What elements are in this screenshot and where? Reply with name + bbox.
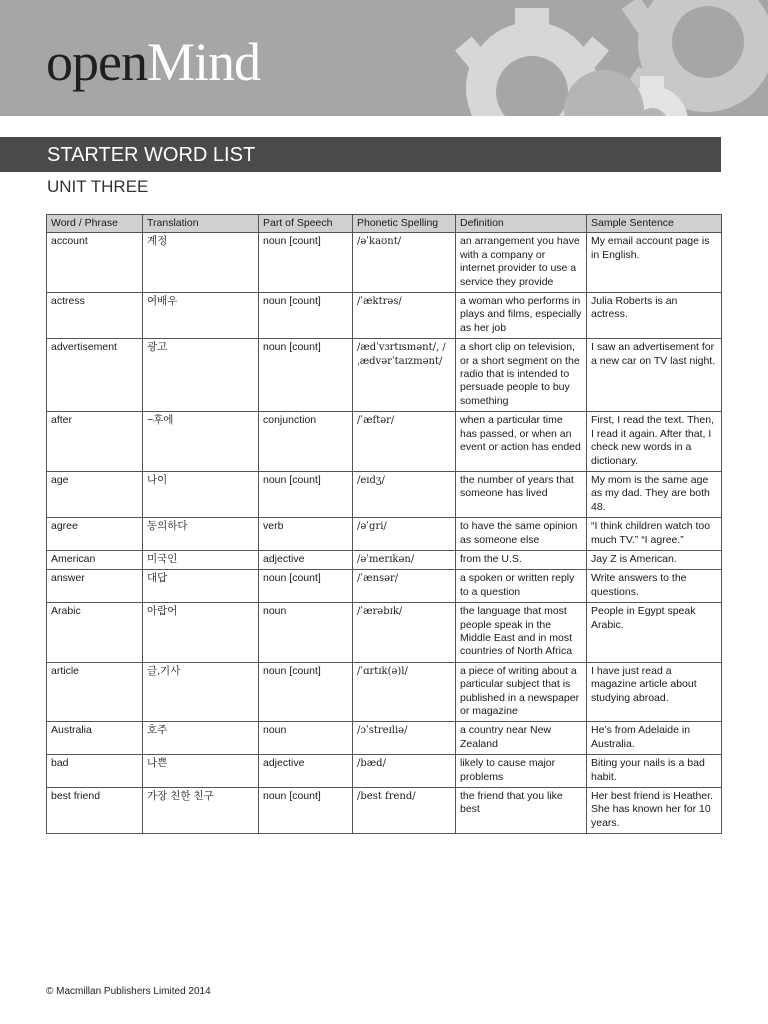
translation-cell: 동의하다 [143,518,259,551]
definition-cell: a short clip on television, or a short segment on the radio that is intended to persuade people to buy something [456,339,587,412]
translation-cell: 여배우 [143,293,259,339]
sample-sentence-cell: “I think children watch too much TV.” “I agree.” [587,518,722,551]
table-row [47,788,722,834]
word-cell: article [47,662,143,722]
translation-cell: 나이 [143,471,259,517]
sample-sentence-cell: Biting your nails is a bad habit. [587,755,722,788]
part-of-speech-cell: noun [count] [259,471,353,517]
part-of-speech-cell: adjective [259,755,353,788]
sample-sentence-cell: I have just read a magazine article about studying abroad. [587,662,722,722]
phonetic-cell: /ædˈvɜrtɪsmənt/, /ˌædvərˈtaɪzmənt/ [353,339,456,412]
phonetic-cell: /əˈkaʊnt/ [353,233,456,293]
word-cell: Australia [47,722,143,755]
translation-cell: 대답 [143,570,259,603]
column-header: Phonetic Spelling [353,215,456,233]
sample-sentence-cell: People in Egypt speak Arabic. [587,603,722,663]
translation-cell: 가장 친한 친구 [143,788,259,834]
definition-cell: a woman who performs in plays and films, especially as her job [456,293,587,339]
table-row [47,662,722,722]
phonetic-cell: /ˈæftər/ [353,412,456,472]
translation-cell: 글,기사 [143,662,259,722]
page-title: STARTER WORD LIST [47,144,256,166]
word-cell: best friend [47,788,143,834]
table-row [47,412,722,472]
table-row [47,518,722,551]
sample-sentence-cell: Jay Z is American. [587,550,722,569]
phonetic-cell: /əˈmerɪkən/ [353,550,456,569]
translation-cell: 계정 [143,233,259,293]
table-header-row [47,215,722,233]
sample-sentence-cell: He’s from Adelaide in Australia. [587,722,722,755]
translation-cell: ~후에 [143,412,259,472]
phonetic-cell: /ˈænsər/ [353,570,456,603]
table-row [47,293,722,339]
column-header: Part of Speech [259,215,353,233]
definition-cell: the number of years that someone has lived [456,471,587,517]
table-row [47,339,722,412]
word-cell: agree [47,518,143,551]
table-row [47,603,722,663]
word-cell: after [47,412,143,472]
part-of-speech-cell: noun [count] [259,233,353,293]
phonetic-cell: /best frend/ [353,788,456,834]
definition-cell: the language that most people speak in the Middle East and in most countries of North Africa [456,603,587,663]
phonetic-cell: /əˈgri/ [353,518,456,551]
logo-open-text: open [46,32,147,92]
part-of-speech-cell: noun [count] [259,788,353,834]
phonetic-cell: /ˈærəbɪk/ [353,603,456,663]
word-cell: account [47,233,143,293]
definition-cell: a piece of writing about a particular subject that is published in a newspaper or magazine [456,662,587,722]
word-cell: advertisement [47,339,143,412]
part-of-speech-cell: verb [259,518,353,551]
part-of-speech-cell: noun [count] [259,293,353,339]
sample-sentence-cell: Write answers to the questions. [587,570,722,603]
table-row [47,233,722,293]
part-of-speech-cell: noun [259,603,353,663]
translation-cell: 미국인 [143,550,259,569]
table-row [47,471,722,517]
phonetic-cell: /eɪdʒ/ [353,471,456,517]
part-of-speech-cell: noun [count] [259,662,353,722]
openmind-logo [46,30,260,94]
translation-cell: 호주 [143,722,259,755]
column-header: Sample Sentence [587,215,722,233]
definition-cell: likely to cause major problems [456,755,587,788]
table-row [47,570,722,603]
part-of-speech-cell: noun [259,722,353,755]
column-header: Word / Phrase [47,215,143,233]
title-bar [0,137,721,172]
definition-cell: to have the same opinion as someone else [456,518,587,551]
unit-subtitle: UNIT THREE [47,177,149,196]
part-of-speech-cell: noun [count] [259,339,353,412]
definition-cell: from the U.S. [456,550,587,569]
translation-cell: 아랍어 [143,603,259,663]
phonetic-cell: /bæd/ [353,755,456,788]
definition-cell: a spoken or written reply to a question [456,570,587,603]
word-cell: Arabic [47,603,143,663]
sample-sentence-cell: First, I read the text. Then, I read it again. After that, I check new words in a dictionary. [587,412,722,472]
sample-sentence-cell: I saw an advertisement for a new car on TV last night. [587,339,722,412]
definition-cell: the friend that you like best [456,788,587,834]
header-banner [0,0,768,116]
word-list-table [46,214,722,834]
definition-cell: an arrangement you have with a company or internet provider to use a service they provide [456,233,587,293]
definition-cell: a country near New Zealand [456,722,587,755]
part-of-speech-cell: adjective [259,550,353,569]
part-of-speech-cell: noun [count] [259,570,353,603]
translation-cell: 나쁜 [143,755,259,788]
part-of-speech-cell: conjunction [259,412,353,472]
copyright-footer: © Macmillan Publishers Limited 2014 [46,986,211,997]
column-header: Definition [456,215,587,233]
sample-sentence-cell: My email account page is in English. [587,233,722,293]
sample-sentence-cell: My mom is the same age as my dad. They are both 48. [587,471,722,517]
word-cell: bad [47,755,143,788]
phonetic-cell: /ɔˈstreɪliə/ [353,722,456,755]
sample-sentence-cell: Julia Roberts is an actress. [587,293,722,339]
word-cell: answer [47,570,143,603]
translation-cell: 광고 [143,339,259,412]
word-cell: age [47,471,143,517]
table-row [47,722,722,755]
word-cell: actress [47,293,143,339]
logo-mind-text: Mind [146,32,260,92]
phonetic-cell: /ˈɑrtɪk(ə)l/ [353,662,456,722]
table-row [47,755,722,788]
column-header: Translation [143,215,259,233]
table-row [47,550,722,569]
definition-cell: when a particular time has passed, or when an event or action has ended [456,412,587,472]
word-cell: American [47,550,143,569]
phonetic-cell: /ˈæktrəs/ [353,293,456,339]
sample-sentence-cell: Her best friend is Heather. She has known her for 10 years. [587,788,722,834]
